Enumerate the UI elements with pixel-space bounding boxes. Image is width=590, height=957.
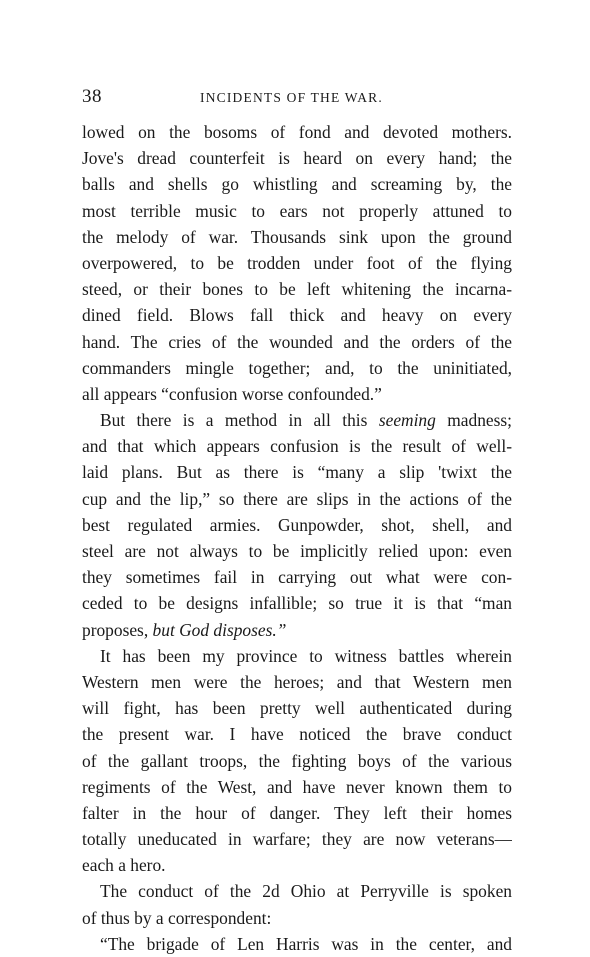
paragraph-first-line: The conduct of the 2d Ohio at Perryville is spoken — [100, 881, 512, 902]
text-segment: proposes, — [82, 619, 149, 640]
page-number: 38 — [82, 86, 102, 107]
italic-phrase: but God disposes.” — [152, 619, 287, 640]
paragraph-first-line: “The brigade of Len Harris was in the center, and — [100, 933, 512, 954]
text-line: steed, or their bones to be left whitening the incarna- — [82, 279, 512, 300]
text-line: Western men were the heroes; and that Western men — [82, 671, 512, 692]
text-segment: madness; — [447, 410, 512, 431]
text-line: hand. The cries of the wounded and the orders of the — [82, 331, 512, 352]
text-line: they sometimes fail in carrying out what were con- — [82, 567, 512, 588]
text-line: each a hero. — [82, 855, 166, 876]
body-text — [82, 119, 512, 957]
text-line: best regulated armies. Gunpowder, shot, shell, and — [82, 514, 512, 535]
running-title: INCIDENTS OF THE WAR. — [200, 90, 383, 105]
paragraph-first-line: It has been my province to witness battles wherein — [100, 645, 512, 666]
text-segment: But there is a method in all this — [100, 410, 368, 431]
text-line: balls and shells go whistling and screaming by, the — [82, 174, 512, 195]
text-line: steel are not always to be implicitly relied upon: even — [82, 541, 512, 561]
text-line: Jove's dread counterfeit is heard on every hand; the — [82, 148, 512, 169]
text-line: and that which appears confusion is the result of well- — [82, 436, 512, 457]
text-line: of the gallant troops, the fighting boys of the various — [82, 750, 512, 771]
text-line: most terrible music to ears not properly attuned to — [82, 200, 512, 221]
italic-word: seeming — [378, 410, 436, 431]
text-line: cup and the lip,” so there are slips in the actions of the — [82, 488, 512, 509]
text-line: regiments of the West, and have never known them to — [82, 776, 512, 797]
running-head — [82, 86, 512, 108]
text-line: of thus by a correspondent: — [82, 907, 272, 928]
text-line: commanders mingle together; and, to the uninitiated, — [82, 357, 512, 378]
text-line: the melody of war. Thousands sink upon the ground — [82, 226, 512, 247]
paragraph-first-line — [82, 407, 512, 433]
text-line: totally uneducated in warfare; they are now veterans— — [82, 829, 512, 850]
text-line: dined field. Blows fall thick and heavy on every — [82, 305, 512, 326]
paragraph-last-line — [82, 617, 512, 643]
text-line: will fight, has been pretty well authenticated during — [82, 698, 512, 719]
text-line: falter in the hour of danger. They left their homes — [82, 802, 512, 823]
text-line: overpowered, to be trodden under foot of the flying — [82, 252, 512, 273]
text-line: laid plans. But as there is “many a slip 'twixt the — [82, 462, 512, 483]
text-line: lowed on the bosoms of fond and devoted mothers. — [82, 122, 512, 142]
text-line: ceded to be designs infallible; so true it is that “man — [82, 593, 512, 614]
text-line: all appears “confusion worse confounded.” — [82, 383, 382, 404]
text-line: the present war. I have noticed the brave conduct — [82, 724, 512, 745]
